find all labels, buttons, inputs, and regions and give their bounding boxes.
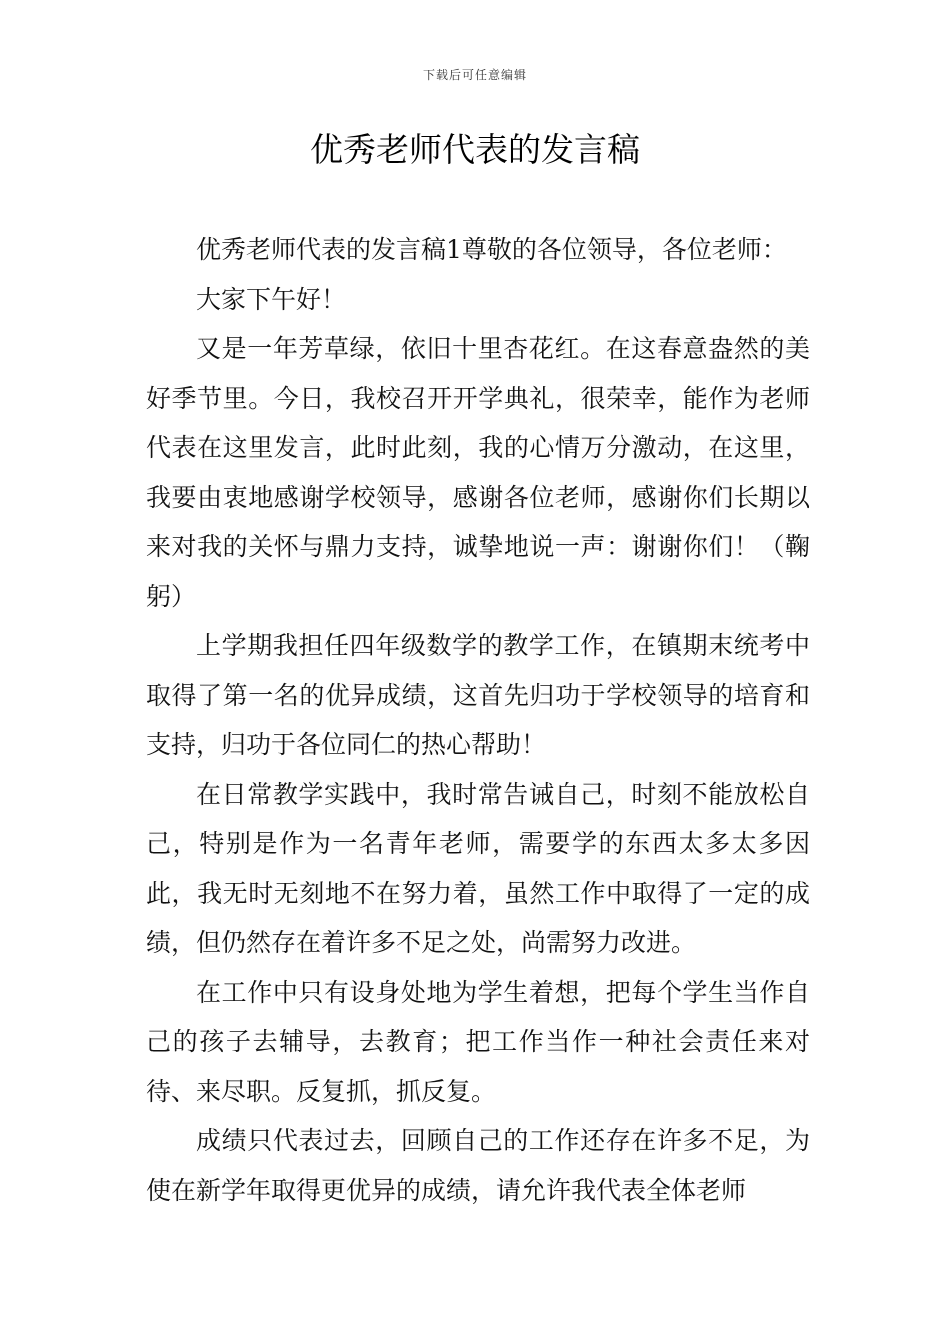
paragraph: 大家下午好！ [196, 284, 347, 314]
paragraph: 在工作中只有设身处地为学生着想，把每个学生当作自己的孩子去辅导，去教育；把工作当作一种社会责任来对待、来尽职。反复抓，抓反复。 [146, 977, 810, 1106]
paragraph: 又是一年芳草绿，依旧十里杏花红。在这春意盎然的美好季节里。今日，我校召开开学典礼，很荣幸，能作为老师代表在这里发言，此时此刻，我的心情万分激动，在这里，我要由衷地感谢学校领导，感谢各位老师，感谢你们长期以来对我的关怀与鼎力支持，诚挚地说一声：谢谢你们！（鞠躬） [146, 334, 810, 611]
paragraph: 在日常教学实践中，我时常告诫自己，时刻不能放松自己，特别是作为一名青年老师，需要学的东西太多太多因此，我无时无刻地不在努力着，虽然工作中取得了一定的成绩，但仍然存在着许多不足之处，尚需努力改进。 [146, 779, 810, 957]
paragraph: 成绩只代表过去，回顾自己的工作还存在许多不足，为使在新学年取得更优异的成绩，请允许我代表全体老师 [146, 1126, 810, 1205]
header-note: 下载后可任意编辑 [422, 68, 527, 82]
document-body [146, 225, 810, 1215]
document-title: 优秀老师代表的发言稿 [310, 130, 640, 169]
paragraph: 上学期我担任四年级数学的教学工作，在镇期末统考中取得了第一名的优异成绩，这首先归功于学校领导的培育和支持，归功于各位同仁的热心帮助！ [146, 631, 810, 759]
paragraph: 优秀老师代表的发言稿1尊敬的各位领导，各位老师： [196, 235, 787, 264]
